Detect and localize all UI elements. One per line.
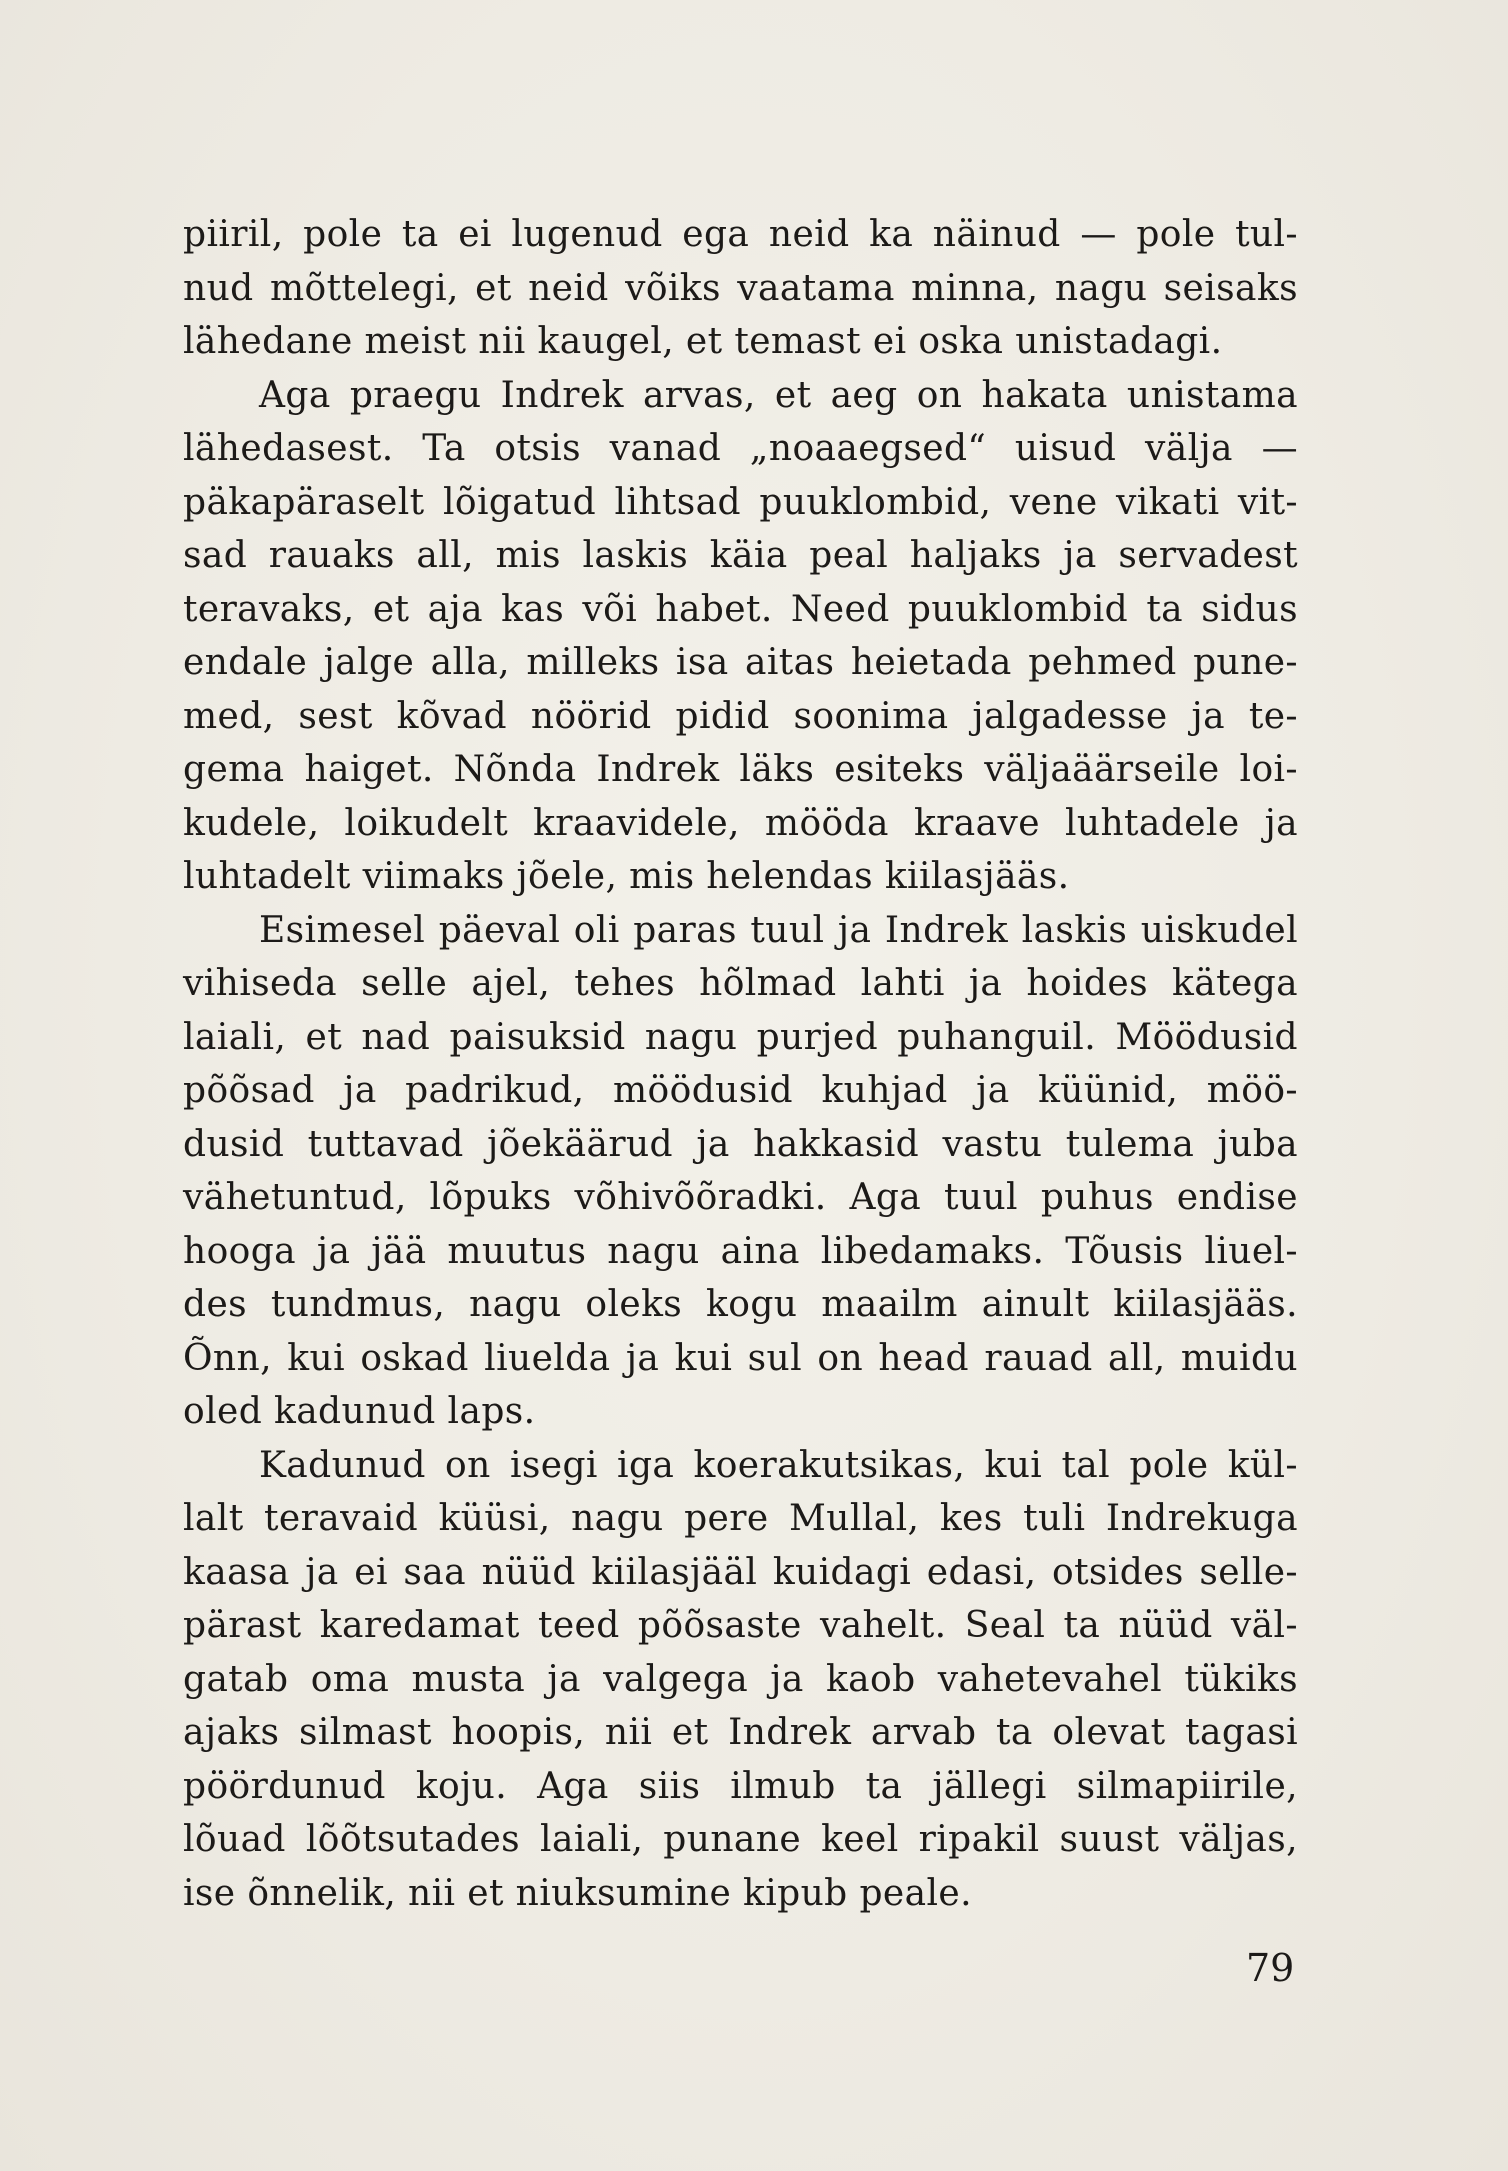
text-line: vähetuntud, lõpuks võhivõõradki. Aga tuul puhus endise xyxy=(183,1177,1298,1218)
text-line: pöördunud koju. Aga siis ilmub ta jällegi silmapiirile, xyxy=(183,1765,1298,1807)
text-line: pärast karedamat teed põõsaste vahelt. Seal ta nüüd väl- xyxy=(183,1605,1298,1646)
text-line: vihiseda selle ajel, tehes hõlmad lahti ja hoides kätega xyxy=(183,963,1298,1004)
text-line: Kadunud on isegi iga koerakutsikas, kui tal pole kül- xyxy=(259,1444,1298,1486)
text-line: gatab oma musta ja valgega ja kaob vahetevahel tükiks xyxy=(183,1658,1298,1700)
text-line: lalt teravaid küüsi, nagu pere Mullal, kes tuli Indrekuga xyxy=(183,1498,1298,1539)
text-line: hooga ja jää muutus nagu aina libedamaks. Tõusis liuel- xyxy=(183,1230,1298,1272)
text-line: laiali, et nad paisuksid nagu purjed puhanguil. Möödusid xyxy=(183,1016,1298,1058)
text-line: luhtadelt viimaks jõele, mis helendas kiilasjääs. xyxy=(183,856,1070,897)
text-line: Õnn, kui oskad liuelda ja kui sul on head rauad all, muidu xyxy=(183,1337,1298,1379)
body-text xyxy=(183,208,1298,1920)
text-line: teravaks, et aja kas või habet. Need puuklombid ta sidus xyxy=(183,588,1298,630)
text-line: dusid tuttavad jõekäärud ja hakkasid vastu tulema juba xyxy=(183,1123,1298,1165)
text-line: päkapäraselt lõigatud lihtsad puuklombid, vene vikati vit- xyxy=(183,481,1298,523)
text-line: lähedane meist nii kaugel, et temast ei oska unistadagi. xyxy=(183,321,1223,362)
text-line: des tundmus, nagu oleks kogu maailm ainult kiilasjääs. xyxy=(183,1284,1298,1325)
text-line: kudele, loikudelt kraavidele, mööda kraave luhtadele ja xyxy=(183,802,1298,844)
page-number: 79 xyxy=(1246,1946,1295,1990)
text-line: piiril, pole ta ei lugenud ega neid ka näinud — pole tul- xyxy=(183,214,1298,255)
text-line: nud mõttelegi, et neid võiks vaatama minna, nagu seisaks xyxy=(183,267,1298,309)
text-line: med, sest kõvad nöörid pidid soonima jalgadesse ja te- xyxy=(183,695,1298,737)
text-line: Aga praegu Indrek arvas, et aeg on hakata unistama xyxy=(259,374,1298,416)
text-line: lähedasest. Ta otsis vanad „noaaegsed“ uisud välja — xyxy=(183,428,1298,469)
text-line: Esimesel päeval oli paras tuul ja Indrek laskis uiskudel xyxy=(259,909,1298,951)
text-line: põõsad ja padrikud, möödusid kuhjad ja küünid, möö- xyxy=(183,1070,1298,1111)
text-line: lõuad lõõtsutades laiali, punane keel ripakil suust väljas, xyxy=(183,1819,1298,1860)
text-line: ise õnnelik, nii et niuksumine kipub peale. xyxy=(183,1872,972,1914)
text-line: gema haiget. Nõnda Indrek läks esiteks väljaäärseile loi- xyxy=(183,749,1298,790)
text-line: kaasa ja ei saa nüüd kiilasjääl kuidagi edasi, otsides selle- xyxy=(183,1551,1298,1593)
text-line: oled kadunud laps. xyxy=(183,1391,536,1432)
text-line: sad rauaks all, mis laskis käia peal haljaks ja servadest xyxy=(183,535,1298,576)
text-line: ajaks silmast hoopis, nii et Indrek arvab ta olevat tagasi xyxy=(183,1712,1298,1753)
text-line: endale jalge alla, milleks isa aitas heietada pehmed pune- xyxy=(183,642,1298,683)
